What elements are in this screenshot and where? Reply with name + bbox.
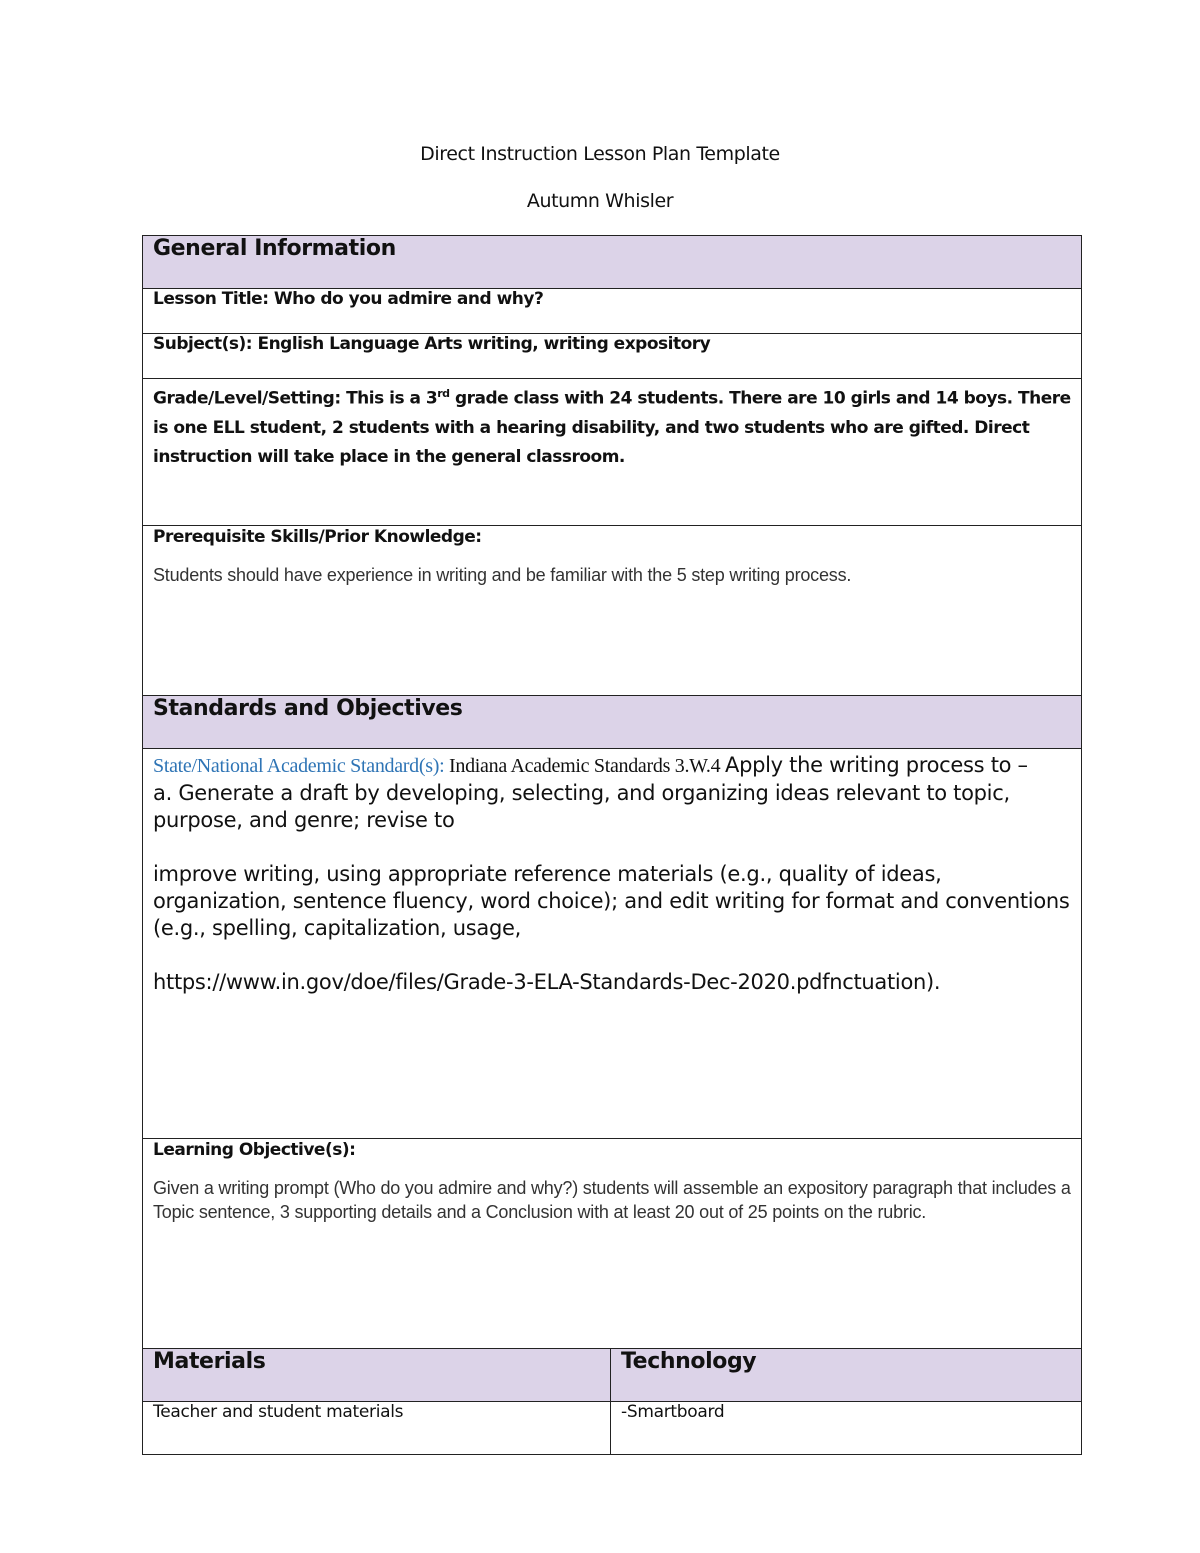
- prerequisite-row: [143, 526, 1082, 696]
- standard-label: State/National Academic Standard(s):: [153, 755, 445, 777]
- lesson-plan-table: [142, 235, 1082, 1455]
- technology-heading: Technology: [611, 1349, 1082, 1402]
- materials-text: Teacher and student materials: [143, 1402, 611, 1455]
- standard-row: [143, 749, 1082, 1139]
- learning-objective-cell: [143, 1139, 1082, 1349]
- grade-superscript: rd: [437, 387, 450, 400]
- standard-line-3: improve writing, using appropriate reference materials (e.g., quality of ideas, organization, sentence fluency, word choice); and edit writing for format and conventions (e.g., spelling, capitalization, usage,: [153, 862, 1070, 940]
- prerequisite-cell: [143, 526, 1082, 696]
- general-information-header-row: [143, 236, 1082, 289]
- grade-level-setting: [143, 379, 1082, 526]
- standard-line-2: a. Generate a draft by developing, selecting, and organizing ideas relevant to topic, purpose, and genre; revise to: [153, 781, 1010, 832]
- standard-line-4: https://www.in.gov/doe/files/Grade-3-ELA-Standards-Dec-2020.pdfnctuation).: [153, 970, 941, 994]
- standard-source: Indiana Academic Standards 3.W.4: [444, 755, 725, 777]
- standard-cell: [143, 749, 1082, 1139]
- grade-prefix: Grade/Level/Setting: This is a 3: [153, 388, 438, 409]
- document-title: Direct Instruction Lesson Plan Template: [420, 143, 780, 165]
- standards-heading: Standards and Objectives: [143, 696, 1082, 749]
- materials-heading: Materials: [143, 1349, 611, 1402]
- standard-line-1: Apply the writing process to –: [725, 753, 1028, 777]
- learning-objective-row: [143, 1139, 1082, 1349]
- grade-suffix: grade class with 24 students. There are 10 girls and 14 boys. There is one ELL student, 2 students with a hearing disability, and two students who are gifted. Direct instruction will take place in the general classroom.: [153, 388, 1071, 467]
- resources-header-row: [143, 1349, 1082, 1402]
- standard-intro: [153, 752, 1071, 780]
- grade-level-setting-row: [143, 379, 1082, 526]
- standards-header-row: [143, 696, 1082, 749]
- technology-text: -Smartboard: [611, 1402, 1082, 1455]
- document-author: Autumn Whisler: [526, 190, 674, 212]
- learning-objective-text: Given a writing prompt (Who do you admire and why?) students will assemble an expository paragraph that includes a Topic sentence, 3 supporting details and a Conclusion with at least 20 out of 25 points on the rubric.: [153, 1178, 1071, 1222]
- prerequisite-text: Students should have experience in writing and be familiar with the 5 step writing process.: [153, 565, 852, 585]
- subjects: Subject(s): English Language Arts writing, writing expository: [143, 334, 1082, 379]
- general-information-heading: General Information: [143, 236, 1082, 289]
- lesson-title-row: [143, 289, 1082, 334]
- learning-objective-label: Learning Objective(s):: [153, 1140, 356, 1160]
- prerequisite-label: Prerequisite Skills/Prior Knowledge:: [153, 527, 482, 547]
- resources-row: [143, 1402, 1082, 1455]
- lesson-title: Lesson Title: Who do you admire and why?: [143, 289, 1082, 334]
- subjects-row: [143, 334, 1082, 379]
